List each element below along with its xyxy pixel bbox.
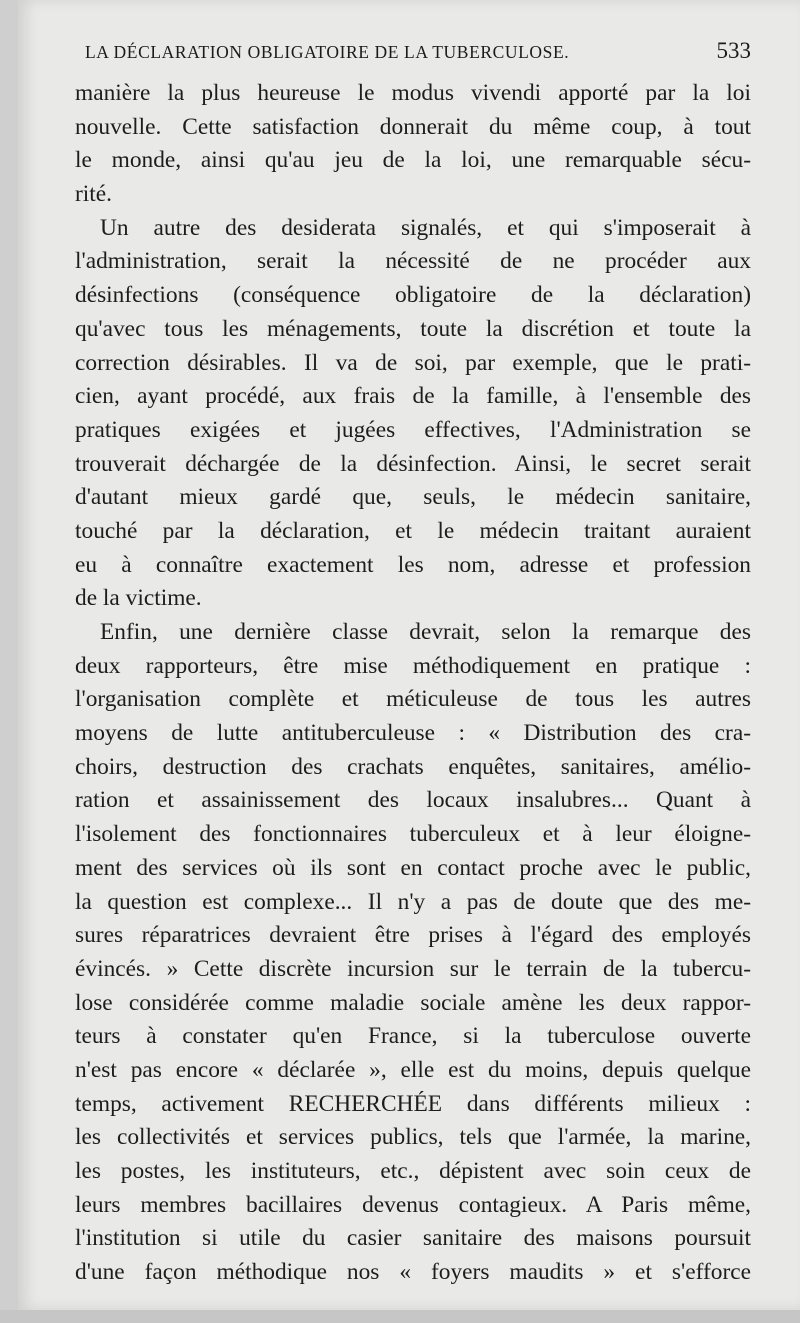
text-line: choirs, destruction des crachats enquêtes, sanitaires, amélio- bbox=[75, 753, 751, 780]
running-header bbox=[85, 38, 751, 63]
text-line: de la victime. bbox=[75, 585, 202, 612]
text-line: l'isolement des fonctionnaires tuberculeux et à leur éloigne- bbox=[75, 821, 751, 848]
text-line: n'est pas encore « déclarée », elle est du moins, depuis quelque bbox=[75, 1056, 751, 1083]
text-line: ration et assainissement des locaux insalubres... Quant à bbox=[75, 787, 751, 814]
text-line: le monde, ainsi qu'au jeu de la loi, une remarquable sécu- bbox=[75, 147, 751, 174]
text-line: moyens de lutte antituberculeuse : « Distribution des cra- bbox=[75, 720, 751, 747]
text-line: d'autant mieux gardé que, seuls, le médecin sanitaire, bbox=[75, 484, 751, 511]
text-line: teurs à constater qu'en France, si la tuberculose ouverte bbox=[75, 1023, 751, 1050]
text-line: la question est complexe... Il n'y a pas de doute que des me- bbox=[75, 888, 751, 915]
text-line: leurs membres bacillaires devenus contagieux. A Paris même, bbox=[75, 1191, 751, 1218]
text-line: lose considérée comme maladie sociale amène les deux rappor- bbox=[75, 989, 751, 1016]
page-number: 533 bbox=[716, 38, 751, 63]
text-line: deux rapporteurs, être mise méthodiquement en pratique : bbox=[75, 652, 751, 679]
text-line: rité. bbox=[75, 181, 113, 208]
text-line: désinfections (conséquence obligatoire de la déclaration) bbox=[75, 282, 751, 309]
text-line: les postes, les instituteurs, etc., dépistent avec soin ceux de bbox=[75, 1158, 751, 1184]
text-line: eu à connaître exactement les nom, adresse et profession bbox=[75, 551, 751, 578]
body-text bbox=[75, 77, 751, 1290]
text-line: correction désirables. Il va de soi, par exemple, que le prati- bbox=[75, 349, 751, 376]
text-line: l'institution si utile du casier sanitaire des maisons poursuit bbox=[75, 1225, 751, 1252]
text-line: d'une façon méthodique nos « foyers maudits » et s'efforce bbox=[75, 1259, 751, 1286]
text-line: temps, activement RECHERCHÉE dans différents milieux : bbox=[75, 1090, 751, 1117]
text-line: nouvelle. Cette satisfaction donnerait du même coup, à tout bbox=[75, 113, 751, 140]
scan-bottom-edge bbox=[0, 1310, 800, 1323]
text-line: Un autre des desiderata signalés, et qui s'imposerait à bbox=[100, 214, 751, 241]
text-line: évincés. » Cette discrète incursion sur le terrain de la tubercu- bbox=[75, 955, 751, 982]
text-line: Enfin, une dernière classe devrait, selon la remarque des bbox=[100, 619, 751, 645]
text-line: touché par la déclaration, et le médecin traitant auraient bbox=[75, 517, 751, 544]
running-title: LA DÉCLARATION OBLIGATOIRE DE LA TUBERCULOSE. bbox=[85, 42, 570, 62]
text-line: les collectivités et services publics, tels que l'armée, la marine, bbox=[75, 1124, 751, 1151]
text-line: cien, ayant procédé, aux frais de la famille, à l'ensemble des bbox=[75, 383, 751, 410]
text-line: sures réparatrices devraient être prises à l'égard des employés bbox=[75, 922, 751, 949]
text-line: pratiques exigées et jugées effectives, l'Administration se bbox=[75, 416, 751, 443]
text-line: l'administration, serait la nécessité de ne procéder aux bbox=[75, 248, 751, 275]
text-line: qu'avec tous les ménagements, toute la discrétion et toute la bbox=[75, 315, 751, 342]
text-line: manière la plus heureuse le modus vivendi apporté par la loi bbox=[75, 80, 751, 106]
text-line: trouverait déchargée de la désinfection. Ainsi, le secret serait bbox=[75, 450, 751, 477]
text-line: l'organisation complète et méticuleuse de tous les autres bbox=[75, 686, 751, 713]
text-line: ment des services où ils sont en contact proche avec le public, bbox=[75, 854, 751, 881]
